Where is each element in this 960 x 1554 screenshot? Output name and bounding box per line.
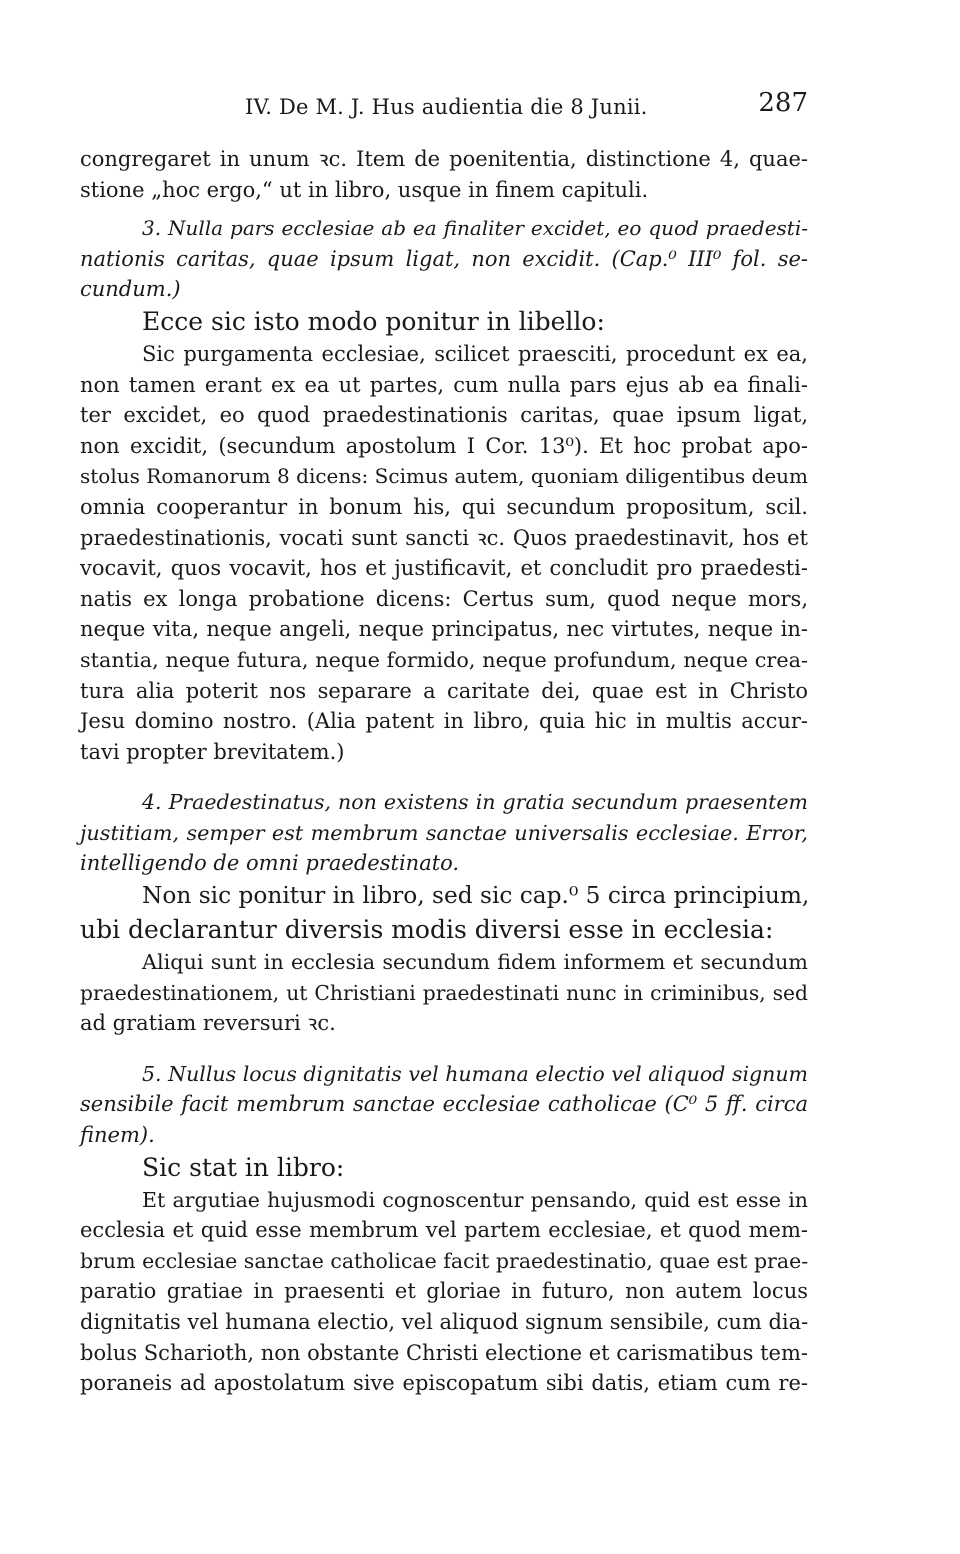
- text-line: brum ecclesiae sanctae catholicae facit praedestinatio, quae est prae-: [80, 1248, 809, 1273]
- page-number: 287: [758, 88, 808, 118]
- article-3: [80, 213, 808, 305]
- paragraph-libello: [80, 339, 808, 767]
- text-line: intelligendo de omni praedestinato.: [80, 851, 460, 876]
- text-line: ubi declarantur diversis modis diversi esse in ecclesia:: [80, 915, 774, 945]
- text-line: neque vita, neque angeli, neque principatus, nec virtutes, neque in-: [80, 617, 808, 642]
- text-line: Ecce sic isto modo ponitur in libello:: [142, 306, 605, 336]
- text-line: finem).: [80, 1123, 155, 1148]
- page-header: [80, 88, 808, 126]
- text-line: nationis caritas, quae ipsum ligat, non excidit. (Cap.⁰ III⁰ fol. se-: [80, 246, 808, 271]
- ecce-heading: [80, 305, 808, 339]
- text-line: 5. Nullus locus dignitatis vel humana electio vel aliquod signum: [142, 1061, 808, 1086]
- text-line: Aliqui sunt in ecclesia secundum fidem informem et secundum: [142, 950, 808, 975]
- text-line: Non sic ponitur in libro, sed sic cap.⁰ 5 circa principium,: [142, 882, 810, 910]
- text-line: vocavit, quos vocavit, hos et justificavit, et concludit pro praedesti-: [80, 556, 808, 581]
- text-line: non tamen erant ex ea ut partes, cum nulla pars ejus ab ea finali-: [80, 372, 808, 397]
- text-line: praedestinationis, vocati sunt sancti ꝛc. Quos praedestinavit, hos et: [80, 525, 808, 550]
- text-line: Sic purgamenta ecclesiae, scilicet praesciti, procedunt ex ea,: [142, 341, 808, 366]
- sic-stat-heading: [80, 1151, 808, 1185]
- text-line: Et argutiae hujusmodi cognoscentur pensando, quid est esse in: [142, 1187, 808, 1212]
- paragraph-argutiae: [80, 1185, 808, 1399]
- text-line: bolus Scharioth, non obstante Christi electione et carismatibus tem-: [80, 1340, 808, 1365]
- text-line: justitiam, semper est membrum sanctae universalis ecclesiae. Error,: [80, 820, 808, 845]
- text-line: ad gratiam reversuri ꝛc.: [80, 1011, 336, 1036]
- article-5: [80, 1059, 808, 1151]
- running-head: IV. De M. J. Hus audientia die 8 Junii.: [245, 95, 648, 119]
- text-line: congregaret in unum ꝛc. Item de poenitentia, distinctione 4, quae-: [80, 147, 808, 171]
- paragraph-continuation: [80, 144, 808, 205]
- text-line: non excidit, (secundum apostolum I Cor. 13⁰). Et hoc probat apo-: [80, 433, 808, 458]
- article-4: [80, 787, 808, 879]
- text-line: stantia, neque futura, neque formido, neque profundum, neque crea-: [80, 647, 808, 672]
- text-line: tavi propter brevitatem.): [80, 739, 345, 764]
- text-line: Sic stat in libro:: [142, 1152, 345, 1182]
- text-line: natis ex longa probatione dicens: Certus sum, quod neque mors,: [80, 586, 808, 611]
- paragraph-aliqui: [80, 947, 808, 1039]
- text-line: sensibile facit membrum sanctae ecclesiae catholicae (C⁰ 5 ff. circa: [80, 1092, 808, 1117]
- text-line: praedestinationem, ut Christiani praedestinati nunc in criminibus, sed: [80, 980, 808, 1005]
- text-line: stione „hoc ergo,“ ut in libro, usque in finem capituli.: [80, 177, 649, 202]
- text-line: Jesu domino nostro. (Alia patent in libro, quia hic in multis accur-: [80, 709, 808, 734]
- book-page: [80, 88, 810, 1399]
- text-line: 3. Nulla pars ecclesiae ab ea finaliter excidet, eo quod praedesti-: [142, 216, 808, 241]
- text-line: stolus Romanorum 8 dicens: Scimus autem, quoniam diligentibus deum: [80, 464, 808, 489]
- text-line: omnia cooperantur in bonum his, qui secundum propositum, scil.: [80, 494, 808, 519]
- text-line: ter excidet, eo quod praedestinationis caritas, quae ipsum ligat,: [80, 403, 808, 428]
- text-line: ecclesia et quid esse membrum vel partem ecclesiae, et quod mem-: [80, 1218, 808, 1243]
- text-line: tura alia poterit nos separare a caritate dei, quae est in Christo: [80, 678, 808, 703]
- non-sic-statement: [80, 879, 808, 947]
- text-line: cundum.): [80, 277, 181, 302]
- text-line: poraneis ad apostolatum sive episcopatum sibi datis, etiam cum re-: [80, 1371, 808, 1396]
- text-line: dignitatis vel humana electio, vel aliquod signum sensibile, cum dia-: [80, 1310, 809, 1334]
- text-line: 4. Praedestinatus, non existens in gratia secundum praesentem: [142, 790, 808, 815]
- text-line: paratio gratiae in praesenti et gloriae in futuro, non autem locus: [80, 1279, 808, 1304]
